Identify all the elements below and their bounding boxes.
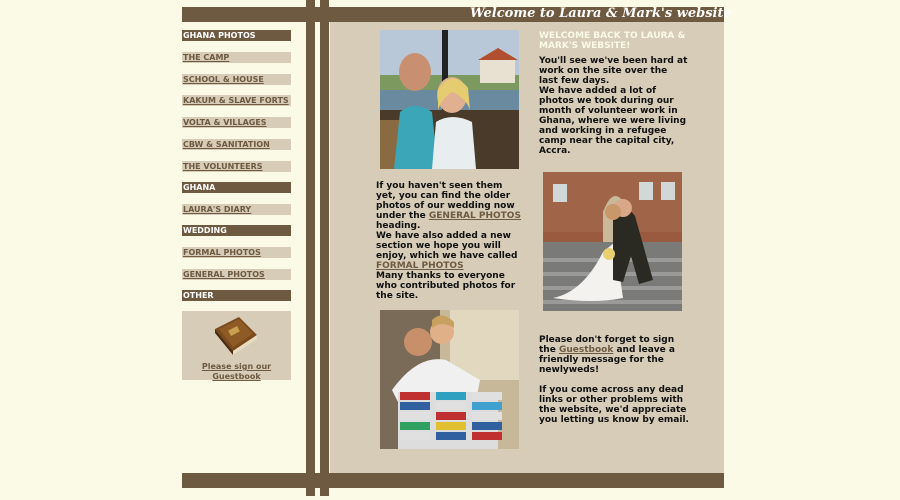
photos-update-text (376, 181, 521, 301)
footer-bar (182, 473, 724, 488)
book-icon[interactable] (209, 313, 261, 358)
vertical-divider-right (320, 0, 329, 496)
sidebar-item-the-volunteers[interactable]: THE VOLUNTEERS (182, 161, 291, 172)
new-section-text: We have also added a new section we hope you will enjoy, which we have called (376, 231, 518, 261)
sidebar-section-ghana-photos: GHANA PHOTOS (182, 30, 291, 41)
sidebar-item-formal-photos[interactable]: FORMAL PHOTOS (182, 247, 291, 258)
formal-photos-link[interactable]: FORMAL PHOTOS (376, 261, 464, 271)
general-photos-link[interactable]: GENERAL PHOTOS (428, 211, 521, 221)
older-photos-paragraph (376, 181, 521, 231)
sidebar-item-kakum-slave-forts[interactable]: KAKUM & SLAVE FORTS (182, 95, 291, 106)
sidebar-item-volta-villages[interactable]: VOLTA & VILLAGES (182, 117, 291, 128)
sidebar-item-cbw-sanitation[interactable]: CBW & SANITATION (182, 139, 291, 150)
guestbook-inline-link[interactable]: Guestbook (558, 345, 614, 355)
guestbook-link[interactable]: Please sign our Guestbook (201, 362, 272, 381)
intro-text (539, 56, 689, 156)
guestbook-post-text: and leave a friendly message for the newlyweds! (539, 345, 675, 375)
vertical-divider-left (306, 0, 315, 496)
site-title: Welcome to Laura & Mark's website (470, 6, 732, 21)
book-donation-photo (380, 310, 519, 449)
paragraph-spacer (539, 375, 689, 385)
new-section-paragraph (376, 231, 521, 271)
sidebar-item-lauras-diary[interactable]: LAURA'S DIARY (182, 204, 291, 215)
sidebar-section-ghana: GHANA (182, 182, 291, 193)
dead-links-paragraph: If you come across any dead links or other problems with the website, we'd appreciate you letting us know by email. (539, 385, 689, 425)
older-photos-text: If you haven't seen them yet, you can find the older photos of our wedding now under the (376, 181, 515, 221)
couple-boat-photo (380, 30, 519, 169)
wedding-kiss-photo (543, 172, 682, 311)
intro-paragraph-1: You'll see we've been hard at work on the site over the last few days. (539, 56, 688, 86)
sidebar-item-school-house[interactable]: SCHOOL & HOUSE (182, 74, 291, 85)
thanks-paragraph: Many thanks to everyone who contributed photos for the site. (376, 271, 516, 301)
welcome-heading: WELCOME BACK TO LAURA & MARK'S WEBSITE! (539, 31, 686, 51)
guestbook-reminder (539, 335, 689, 425)
intro-paragraph-2: We have added a lot of photos we took during our month of volunteer work in Ghana, where we were living and working in a refugee camp near the capital city, Accra. (539, 86, 687, 156)
guestbook-paragraph (539, 335, 689, 375)
older-photos-suffix: heading. (376, 221, 421, 231)
sidebar-item-general-photos[interactable]: GENERAL PHOTOS (182, 269, 291, 280)
sidebar-section-wedding: WEDDING (182, 225, 291, 236)
sidebar-section-other: OTHER (182, 290, 291, 301)
sidebar-item-the-camp[interactable]: THE CAMP (182, 52, 291, 63)
guestbook-pre-text: Please don't forget to sign the (539, 335, 675, 355)
